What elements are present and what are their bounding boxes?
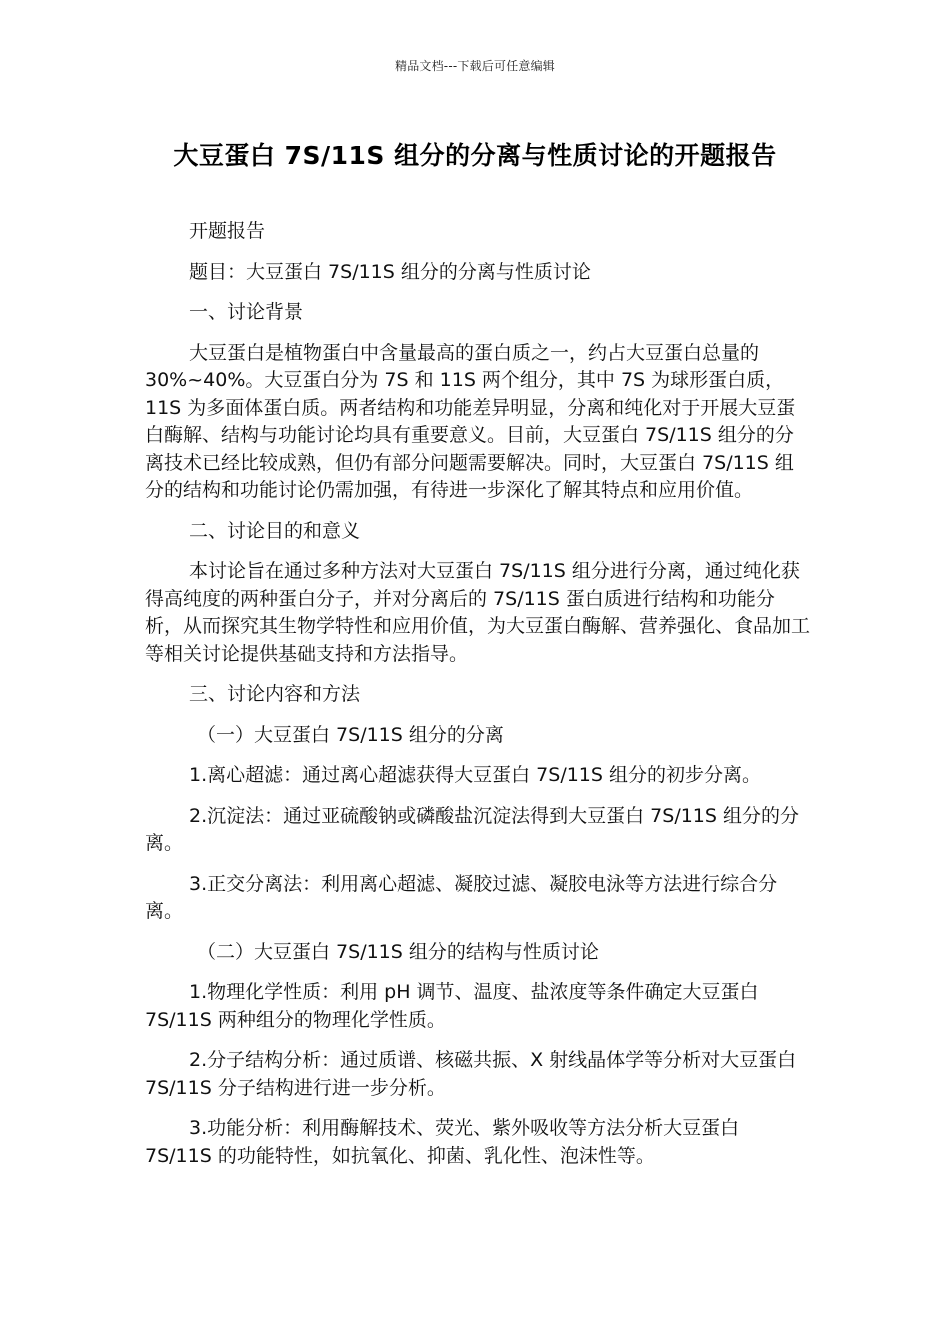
section-heading-purpose: 二、讨论目的和意义	[189, 519, 361, 542]
subsection-heading-separation: （一）大豆蛋白 7S/11S 组分的分离	[197, 723, 504, 746]
paragraph-purpose: 本讨论旨在通过多种方法对大豆蛋白 7S/11S 组分进行分离，通过纯化获得高纯度的两种蛋白分子，并对分离后的 7S/11S 蛋白质进行结构和功能分析，从而探究其生物学特性和应用价值，为大豆蛋白酶解、营养强化、食品加工等相关讨论提供基础支持和方法指导。	[145, 560, 811, 665]
list-item-centrifugal-ultrafiltration: 1.离心超滤：通过离心超滤获得大豆蛋白 7S/11S 组分的初步分离。	[189, 764, 761, 786]
list-item-physicochemical: 1.物理化学性质：利用 pH 调节、温度、盐浓度等条件确定大豆蛋白 7S/11S 两种组分的物理化学性质。	[145, 981, 759, 1031]
header-note: 精品文档---下载后可任意编辑	[395, 59, 555, 73]
section-heading-background: 一、讨论背景	[189, 301, 304, 323]
section-heading-methods: 三、讨论内容和方法	[189, 683, 361, 705]
section-label-report: 开题报告	[189, 220, 266, 242]
paragraph-background: 大豆蛋白是植物蛋白中含量最高的蛋白质之一，约占大豆蛋白总量的 30%~40%。大豆蛋白分为 7S 和 11S 两个组分，其中 7S 为球形蛋白质，11S 为多面体蛋白质。两者结构和功能差异明显，分离和纯化对于开展大豆蛋白酶解、结构与功能讨论均具有重要意义。目前，大豆蛋白 7S/11S 组分的分离技术已经比较成熟，但仍有部分问题需要解决。同时，大豆蛋白 7S/11S 组分的结构和功能讨论仍需加强，有待进一步深化了解其特点和应用价值。	[145, 341, 796, 501]
list-item-precipitation: 2.沉淀法：通过亚硫酸钠或磷酸盐沉淀法得到大豆蛋白 7S/11S 组分的分离。	[145, 804, 799, 854]
document-title: 大豆蛋白 7S/11S 组分的分离与性质讨论的开题报告	[173, 141, 777, 170]
list-item-function-analysis: 3.功能分析：利用酶解技术、荧光、紫外吸收等方法分析大豆蛋白 7S/11S 的功能特性，如抗氧化、抑菌、乳化性、泡沫性等。	[145, 1117, 740, 1167]
topic-line: 题目：大豆蛋白 7S/11S 组分的分离与性质讨论	[189, 260, 591, 283]
list-item-orthogonal-separation: 3.正交分离法：利用离心超滤、凝胶过滤、凝胶电泳等方法进行综合分离。	[145, 872, 778, 922]
list-item-molecular-structure: 2.分子结构分析：通过质谱、核磁共振、X 射线晶体学等分析对大豆蛋白 7S/11S 分子结构进行进一步分析。	[145, 1049, 797, 1099]
document-body	[145, 218, 810, 1183]
subsection-heading-structure: （二）大豆蛋白 7S/11S 组分的结构与性质讨论	[197, 940, 599, 963]
